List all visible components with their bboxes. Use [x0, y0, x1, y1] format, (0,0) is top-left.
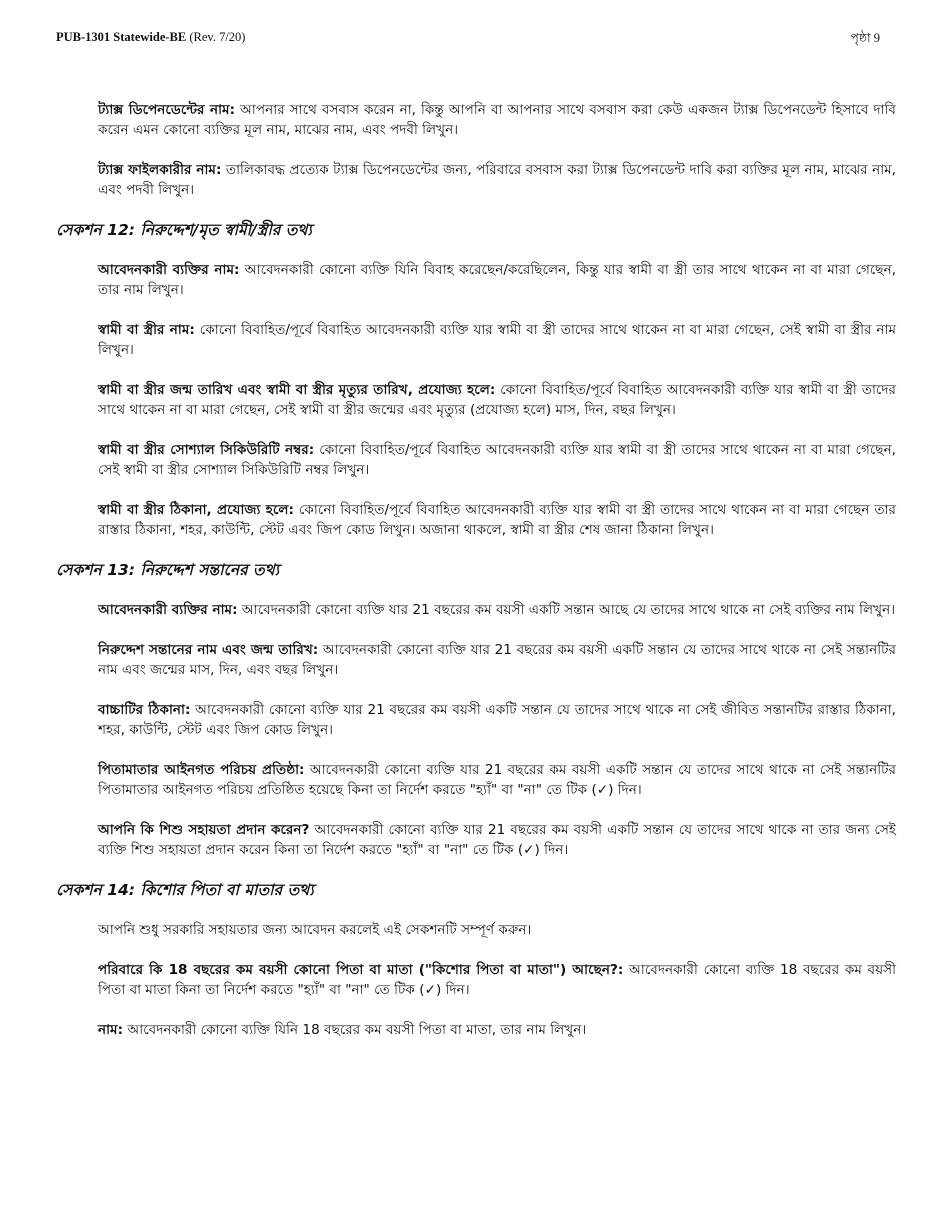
definition-term: ট্যাক্স ফাইলকারীর নাম:	[98, 162, 222, 178]
definition-text: আবেদনকারী কোনো ব্যক্তি যার 21 বছরের কম বয়সী একটি সন্তান যে তাদের সাথে থাকে না সেই সন্তানটির নাম এবং জন্মের মাস, দিন, এবং বছর লিখুন।	[98, 642, 896, 678]
definition-text: আবেদনকারী কোনো ব্যক্তি যার 21 বছরের কম বয়সী একটি সন্তান যে তাদের সাথে থাকে না তার জন্য সেই ব্যক্তি শিশু সহায়তা প্রদান করেন কিনা তা নির্দেশ করতে "হ্যাঁ" বা "না" তে টিক (✓) দিন।	[98, 822, 896, 858]
definition-teen-parent	[98, 960, 896, 1000]
definition-text: আপনার সাথে বসবাস করেন না, কিন্তু আপনি বা আপনার সাথে বসবাস করা কেউ একজন ট্যাক্স ডিপেনডেন্ট হিসাবে দাবি করেন এমন কোনো ব্যক্তির মূল নাম, মাঝের নাম, এবং পদবী লিখুন।	[98, 102, 896, 138]
definition-teen-parent-name	[98, 1020, 896, 1040]
form-identifier	[56, 30, 245, 45]
definition-term: স্বামী বা স্ত্রীর নাম:	[98, 322, 195, 338]
definition-term: স্বামী বা স্ত্রীর ঠিকানা, প্রযোজ্য হলে:	[98, 502, 294, 518]
definition-term: আবেদনকারী ব্যক্তির নাম:	[98, 602, 238, 618]
definition-text: তালিকাবদ্ধ প্রত্যেক ট্যাক্স ডিপেনডেন্টের জন্য, পরিবারে বসবাস করা ট্যাক্স ডিপেনডেন্ট দাবি করা ব্যক্তির মূল নাম, মাঝের নাম, এবং পদবী লিখুন।	[98, 162, 897, 198]
definition-text: আবেদনকারী কোনো ব্যক্তি যার 21 বছরের কম বয়সী একটি সন্তান আছে যে তাদের সাথে থাকে না সেই ব্যক্তির নাম লিখুন।	[237, 602, 896, 618]
definition-term: ট্যাক্স ডিপেনডেন্টের নাম:	[98, 102, 236, 118]
definition-text: কোনো বিবাহিত/পূর্বে বিবাহিত আবেদনকারী ব্যক্তি যার স্বামী বা স্ত্রী তাদের সাথে থাকেন না বা মারা গেছেন, সেই স্বামী বা স্ত্রীর সোশ্যাল সিকিউরিটি নম্বর লিখুন।	[98, 442, 897, 478]
definition-tax-dependent-name	[98, 100, 896, 140]
definition-text: কোনো বিবাহিত/পূর্বে বিবাহিত আবেদনকারী ব্যক্তি যার স্বামী বা স্ত্রী তাদের সাথে থাকেন না বা মারা গেছেন তার রাস্তার ঠিকানা, শহর, কাউন্টি, স্টেট এবং জিপ কোড লিখুন। অজানা থাকলে, স্বামী বা স্ত্রীর শেষ জানা ঠিকানা লিখুন।	[98, 502, 896, 538]
definition-child-support	[98, 820, 896, 860]
definition-text: আবেদনকারী কোনো ব্যক্তি যার 21 বছরের কম বয়সী একটি সন্তান যে তাদের সাথে থাকে না সেই সন্তানটির পিতামাতার আইনগত পরিচয় প্রতিষ্ঠিত হয়েছে কিনা তা নির্দেশ করতে "হ্যাঁ" বা "না" তে টিক (✓) দিন।	[98, 762, 896, 798]
definition-text: আবেদনকারী কোনো ব্যক্তি যার 21 বছরের কম বয়সী একটি সন্তান যে তাদের সাথে থাকে না সেই জীবিত সন্তানটির রাস্তার ঠিকানা, শহর, কাউন্টি, স্টেট এবং জিপ কোড লিখুন।	[98, 702, 896, 738]
definition-text: কোনো বিবাহিত/পূর্বে বিবাহিত আবেদনকারী ব্যক্তি যার স্বামী বা স্ত্রী তাদের সাথে থাকেন না বা মারা গেছেন, সেই স্বামী বা স্ত্রীর জন্মের এবং মৃত্যুর (প্রযোজ্য হলে) মাস, দিন, বছর লিখুন।	[98, 382, 896, 418]
definition-term: আপনি কি শিশু সহায়তা প্রদান করেন?	[98, 822, 310, 838]
definition-child-address	[98, 700, 896, 740]
definition-text: আবেদনকারী কোনো ব্যক্তি 18 বছরের কম বয়সী পিতা বা মাতা কিনা তা নির্দেশ করতে "হ্যাঁ" বা "না" তে টিক (✓) দিন।	[98, 962, 896, 998]
definition-paternity-established	[98, 760, 896, 800]
definition-term: স্বামী বা স্ত্রীর সোশ্যাল সিকিউরিটি নম্বর:	[98, 442, 315, 458]
definition-text: আবেদনকারী কোনো ব্যক্তি যিনি 18 বছরের কম বয়সী পিতা বা মাতা, তার নাম লিখুন।	[123, 1022, 587, 1038]
page-number: পৃষ্ঠা 9	[850, 31, 880, 45]
definition-spouse-ssn	[98, 440, 896, 480]
definition-text: কোনো বিবাহিত/পূর্বে বিবাহিত আবেদনকারী ব্যক্তি যার স্বামী বা স্ত্রী তাদের সাথে থাকেন না বা মারা গেছেন, সেই স্বামী বা স্ত্রীর নাম লিখুন।	[98, 322, 896, 358]
definition-applicant-name	[98, 260, 896, 300]
definition-term: বাচ্চাটির ঠিকানা:	[98, 702, 191, 718]
definition-term: স্বামী বা স্ত্রীর জন্ম তারিখ এবং স্বামী বা স্ত্রীর মৃত্যুর তারিখ, প্রযোজ্য হলে:	[98, 382, 496, 398]
section-13-heading: সেকশন 13: নিরুদ্দেশ সন্তানের তথ্য	[56, 561, 280, 579]
document-body	[56, 100, 896, 1060]
section-14-note: আপনি শুধু সরকারি সহায়তার জন্য আবেদন করলেই এই সেকশনটি সম্পূর্ণ করুন।	[98, 922, 532, 938]
definition-term: পিতামাতার আইনগত পরিচয় প্রতিষ্ঠা:	[98, 762, 305, 778]
definition-text: আবেদনকারী কোনো ব্যক্তি যিনি বিবাহ করেছেন/করেছিলেন, কিন্তু যার স্বামী বা স্ত্রী তার সাথে থাকেন না বা মারা গেছেন, তার নাম লিখুন।	[98, 262, 897, 298]
form-revision: (Rev. 7/20)	[189, 30, 246, 44]
definition-spouse-name	[98, 320, 896, 360]
section-12-heading: সেকশন 12: নিরুদ্দেশ/মৃত স্বামী/স্ত্রীর তথ্য	[56, 221, 312, 239]
definition-tax-filer-name	[98, 160, 896, 200]
definition-spouse-dates	[98, 380, 896, 420]
definition-applicant-name	[98, 600, 896, 620]
definition-absent-child-name-dob	[98, 640, 896, 680]
definition-spouse-address	[98, 500, 896, 540]
definition-term: পরিবারে কি 18 বছরের কম বয়সী কোনো পিতা বা মাতা ("কিশোর পিতা বা মাতা") আছেন?:	[98, 962, 624, 978]
section-14-heading: সেকশন 14: কিশোর পিতা বা মাতার তথ্য	[56, 881, 314, 899]
form-id: PUB-1301 Statewide-BE	[56, 30, 187, 44]
definition-term: নিরুদ্দেশ সন্তানের নাম এবং জন্ম তারিখ:	[98, 642, 319, 658]
definition-term: নাম:	[98, 1022, 124, 1038]
page-header	[56, 30, 880, 50]
definition-term: আবেদনকারী ব্যক্তির নাম:	[98, 262, 240, 278]
